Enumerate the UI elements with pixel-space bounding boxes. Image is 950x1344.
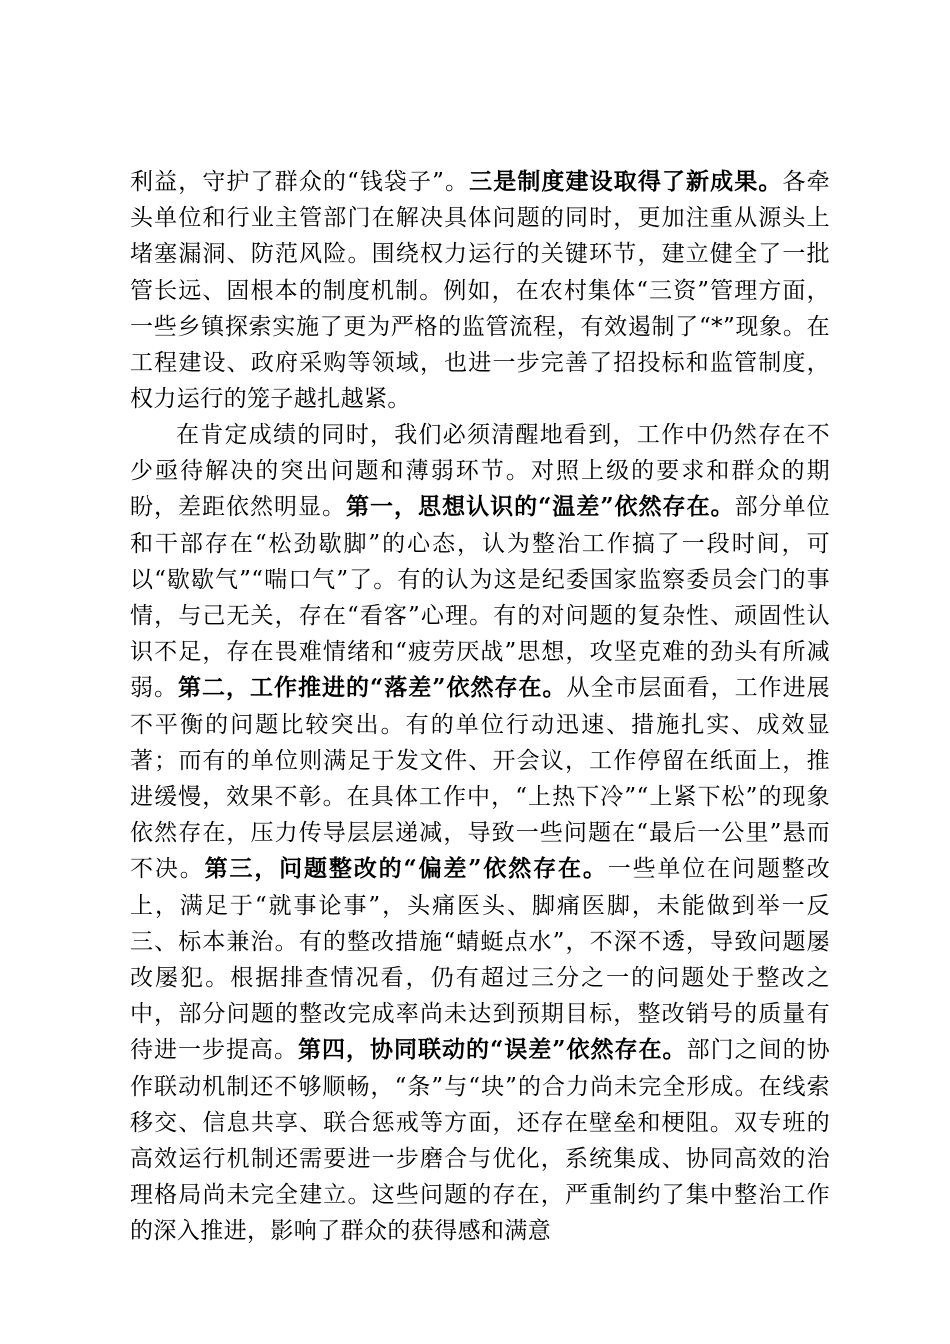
paragraph-2-heading-second: 第二，工作推进的“落差”依然存在。 <box>178 674 567 702</box>
paragraph-2-heading-first: 第一，思想认识的“温差”依然存在。 <box>346 493 735 521</box>
paragraph-1-sentence-3: 各牵头单位和行业主管部门在解决具体问题的同时，更加注重从源头上堵塞漏洞、防范风险。围绕权力运行的关键环节，建立健全了一批管长远、固根本的制度机制。例如，在农村集体“三资”管理方面，一些乡镇探索实施了更为严格的监管流程，有效遏制了“*”现象。在工程建设、政府采购等领域，也进一步完善了招投标和监管制度，权力运行的笼子越扎越紧。 <box>130 169 830 413</box>
paragraph-2 <box>130 417 830 1250</box>
paragraph-1-sentence-1: 利益，守护了群众的“钱袋子”。 <box>130 169 470 195</box>
paragraph-2-sentence-9: 部门之间的协作联动机制还不够顺畅，“条”与“块”的合力尚未完全形成。在线索移交、信息共享、联合惩戒等方面，还存在壁垒和梗阻。双专班的高效运行机制还需要进一步磨合与优化，系统集成、协同高效的治理格局尚未完全建立。这些问题的存在，严重制约了集中整治工作的深入推进，影响了群众的获得感和满意 <box>130 1037 830 1245</box>
paragraph-1 <box>130 164 830 417</box>
paragraph-2-sentence-1: 在肯定成绩的同时，我们必须清醒地看到，工作中仍然存在不少亟待解决的突出问题和薄弱环节。对照上级的要求和群众的期盼，差距依然明显。 <box>130 422 830 521</box>
paragraph-2-sentence-3: 部分单位和干部存在“松劲歇脚”的心态，认为整治工作搞了一段时间，可以“歇歇气”“喘口气”了。有的认为这是纪委国家监察委员会门的事情，与己无关，存在“看客”心理。有的对问题的复杂性、顽固性认识不足，存在畏难情绪和“疲劳厌战”思想，攻坚克难的劲头有所减弱。 <box>130 494 830 702</box>
paragraph-1-bold-heading: 三是制度建设取得了新成果。 <box>469 168 783 195</box>
paragraph-2-heading-third: 第三，问题整改的“偏差”依然存在。 <box>204 855 608 883</box>
paragraph-2-sentence-7: 一些单位在问题整改上，满足于“就事论事”，头痛医头、脚痛医脚，未能做到举一反三、标本兼治。有的整改措施“蜻蜓点水”，不深不透，导致问题屡改屡犯。根据排查情况看，仍有超过三分之一的问题处于整改之中，部分问题的整改完成率尚未达到预期目标，整改销号的质量有待进一步提高。 <box>130 856 830 1064</box>
paragraph-2-sentence-5: 从全市层面看，工作进展不平衡的问题比较突出。有的单位行动迅速、措施扎实、成效显著；而有的单位则满足于发文件、开会议，工作停留在纸面上，推进缓慢，效果不彰。在具体工作中，“上热下冷”“上紧下松”的现象依然存在，压力传导层层递减，导致一些问题在“最后一公里”悬而不决。 <box>130 675 830 883</box>
paragraph-2-heading-fourth: 第四，协同联动的“误差”依然存在。 <box>298 1036 687 1064</box>
